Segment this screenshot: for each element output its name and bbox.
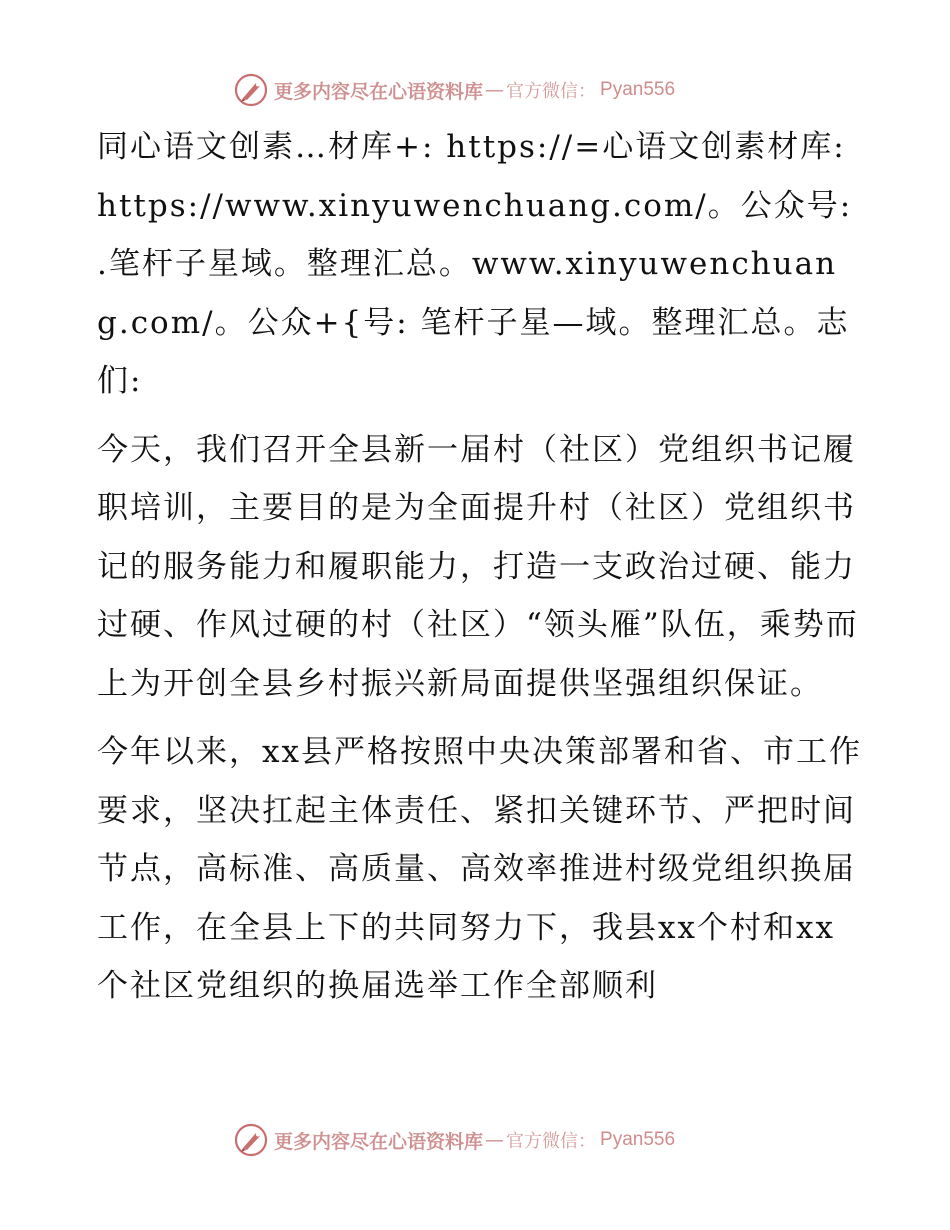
watermark-content bbox=[234, 1122, 675, 1158]
paragraph-2: 今天，我们召开全县新一届村（社区）党组织书记履职培训，主要目的是为全面提升村（社区）党组织书记的服务能力和履职能力，打造一支政治过硬、能力过硬、作风过硬的村（社区）“领头雁”队伍，乘势而上为开创全县乡村振兴新局面提供坚强组织保证。 bbox=[97, 431, 859, 702]
watermark-content bbox=[234, 72, 675, 108]
watermark-banner-bottom bbox=[0, 1120, 950, 1160]
watermark-site-text: 更多内容尽在心语资料库 bbox=[274, 80, 484, 103]
watermark-wechat-id: Pyan556 bbox=[600, 79, 676, 100]
watermark-dash: — bbox=[485, 1129, 505, 1151]
watermark-wechat-label: 官方微信： bbox=[506, 81, 597, 102]
watermark-wechat-id: Pyan556 bbox=[600, 1129, 676, 1150]
watermark-dash: — bbox=[485, 79, 505, 101]
watermark-wechat-label: 官方微信： bbox=[506, 1131, 597, 1152]
document-body bbox=[97, 118, 867, 1016]
pen-logo-icon bbox=[234, 1123, 268, 1157]
pen-logo-icon bbox=[234, 73, 268, 107]
paragraph-3: 今年以来，xx县严格按照中央决策部署和省、市工作要求，坚决扛起主体责任、紧扣关键环节、严把时间节点，高标准、高质量、高效率推进村级党组织换届工作，在全县上下的共同努力下，我县xx个村和xx个社区党组织的换届选举工作全部顺利 bbox=[97, 734, 862, 1004]
watermark-site-text: 更多内容尽在心语资料库 bbox=[274, 1130, 484, 1153]
watermark-banner-top bbox=[0, 70, 950, 110]
paragraph-1: 同心语文创素…材库+: https://=心语文创素材库: https://www.xinyuwenchuang.com/。公众号: .笔杆子星域。整理汇总。www.xinyuwenchuang.com/。公众+{号: 笔杆子星—域。整理汇总。志们: bbox=[97, 129, 853, 399]
